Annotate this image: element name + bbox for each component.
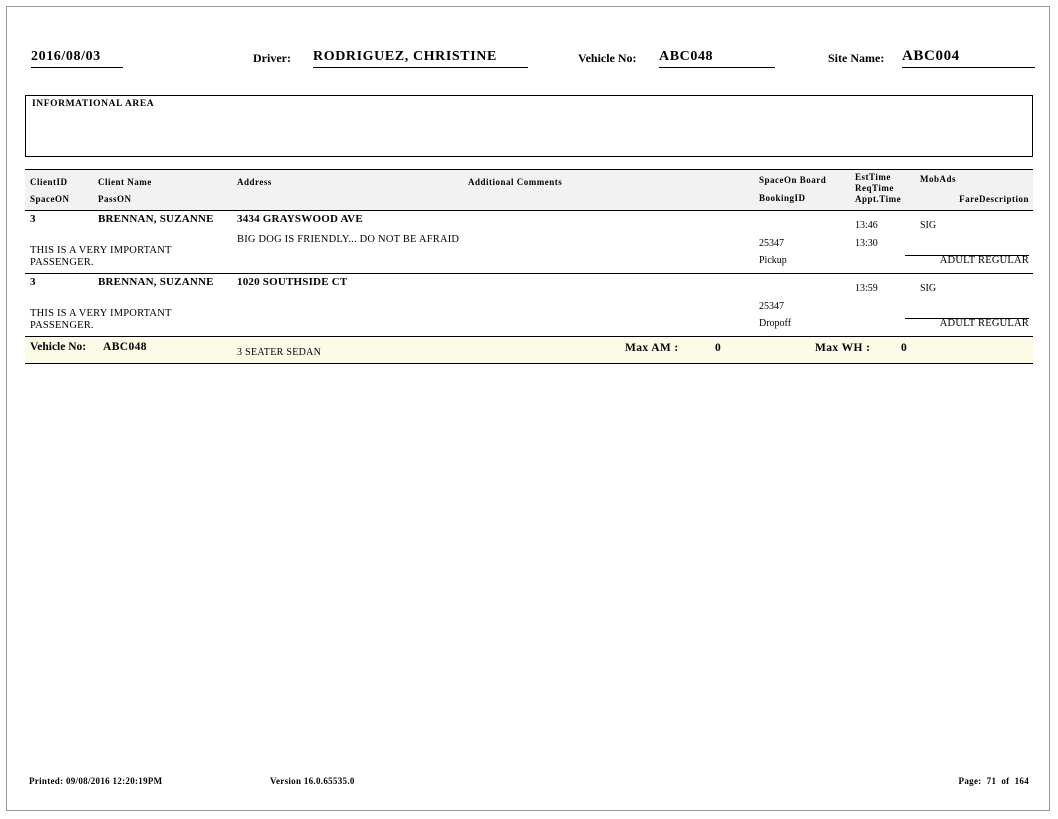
report-page xyxy=(6,6,1050,811)
trip-fare-description: ADULT REGULAR xyxy=(939,318,1029,329)
column-header-mob-ads: MobAds xyxy=(920,174,957,184)
column-header-address: Address xyxy=(237,177,272,187)
report-body xyxy=(23,21,1035,796)
vehicle-summary-value: ABC048 xyxy=(103,341,147,353)
footer-page-label: Page: xyxy=(958,776,982,786)
max-wh-label: Max WH : xyxy=(815,342,871,354)
trip-client-id: 3 xyxy=(30,213,36,225)
column-header-fare-description: FareDescription xyxy=(959,194,1029,204)
column-header-booking-id: BookingID xyxy=(759,193,806,203)
column-header-req-time: ReqTime xyxy=(855,183,894,193)
site-name-value: ABC004 xyxy=(902,48,960,64)
vehicle-summary-row xyxy=(25,337,1033,364)
report-header xyxy=(23,47,1035,79)
trip-leg-type: Pickup xyxy=(759,255,787,266)
driver-label: Driver: xyxy=(253,51,291,65)
column-header-client-name: Client Name xyxy=(98,177,152,187)
informational-area-title: INFORMATIONAL AREA xyxy=(32,99,155,109)
report-date xyxy=(31,47,123,68)
footer-version: Version 16.0.65535.0 xyxy=(270,776,355,786)
trip-client-name: BRENNAN, SUZANNE xyxy=(98,276,214,288)
trip-mob-ads: SIG xyxy=(920,220,937,231)
trip-booking-id: 25347 xyxy=(759,238,784,249)
driver-field xyxy=(313,47,528,68)
max-am-label: Max AM : xyxy=(625,342,679,354)
footer-page xyxy=(959,776,1029,786)
column-header-client-id: ClientID xyxy=(30,177,68,187)
column-header-appt-time: Appt.Time xyxy=(855,194,902,204)
table-row xyxy=(25,274,1033,337)
site-name-field xyxy=(902,47,1035,68)
vehicle-no-value: ABC048 xyxy=(659,49,714,64)
vehicle-no-field xyxy=(659,47,775,68)
trip-est-time: 13:59 xyxy=(855,283,878,294)
site-name-label: Site Name: xyxy=(828,51,885,65)
trip-booking-id: 25347 xyxy=(759,301,784,312)
trip-leg-type: Dropoff xyxy=(759,318,792,329)
trip-est-time: 13:46 xyxy=(855,220,878,231)
report-footer xyxy=(25,776,1033,790)
trip-note: THIS IS A VERY IMPORTANT PASSENGER. xyxy=(30,308,172,331)
max-am-value: 0 xyxy=(715,342,721,354)
driver-name: RODRIGUEZ, CHRISTINE xyxy=(313,49,497,64)
footer-printed: Printed: 09/08/2016 12:20:19PM xyxy=(29,776,163,786)
trip-note: THIS IS A VERY IMPORTANT PASSENGER. xyxy=(30,245,172,268)
column-header-additional-comments: Additional Comments xyxy=(468,177,563,187)
footer-page-number: 71 xyxy=(986,776,997,786)
max-wh-value: 0 xyxy=(901,342,907,354)
vehicle-summary-label: Vehicle No: xyxy=(30,341,87,353)
column-header-space-on-board: SpaceOn Board xyxy=(759,175,827,185)
trip-address: 1020 SOUTHSIDE CT xyxy=(237,276,348,288)
table-column-headers xyxy=(25,169,1033,211)
footer-page-total: 164 xyxy=(1014,776,1029,786)
report-date-value: 2016/08/03 xyxy=(31,49,101,64)
trip-client-name: BRENNAN, SUZANNE xyxy=(98,213,214,225)
footer-page-of: of xyxy=(1001,776,1010,786)
column-header-pass-on: PassON xyxy=(98,194,132,204)
column-header-est-time: EstTime xyxy=(855,172,891,182)
trip-rows xyxy=(25,211,1033,337)
trip-req-time: 13:30 xyxy=(855,238,878,249)
trip-mob-ads: SIG xyxy=(920,283,937,294)
vehicle-no-label: Vehicle No: xyxy=(578,51,637,65)
table-row xyxy=(25,211,1033,274)
vehicle-type: 3 SEATER SEDAN xyxy=(237,347,322,358)
trip-client-id: 3 xyxy=(30,276,36,288)
trip-address: 3434 GRAYSWOOD AVE xyxy=(237,213,363,225)
informational-area xyxy=(25,95,1033,157)
trip-comment: BIG DOG IS FRIENDLY... DO NOT BE AFRAID xyxy=(237,234,460,245)
column-header-space-on: SpaceON xyxy=(30,194,70,204)
trip-fare-description: ADULT REGULAR xyxy=(939,255,1029,266)
